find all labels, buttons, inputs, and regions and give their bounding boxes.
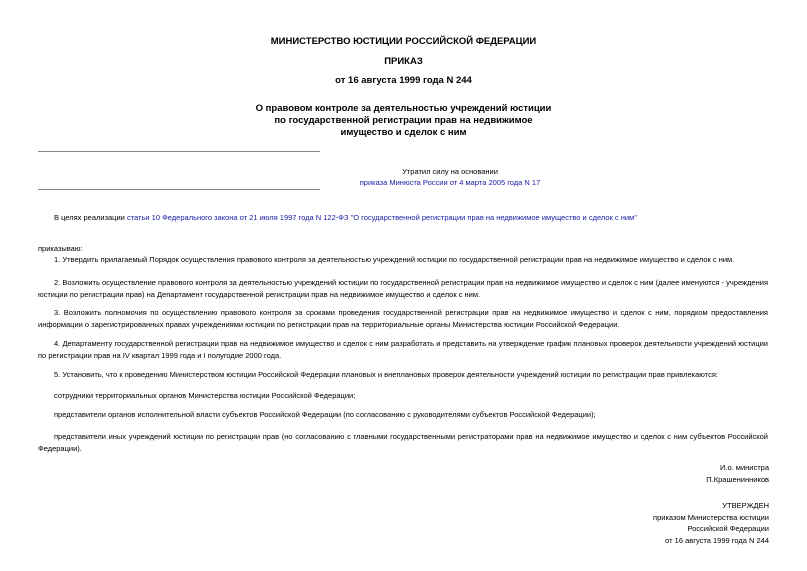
status-note (330, 166, 570, 188)
participant-item: сотрудники территориальных органов Министерства юстиции Российской Федерации; (54, 391, 356, 400)
status-note-text: Утратил силу на основании (402, 167, 498, 176)
participant-item: представители иных учреждений юстиции по регистрации прав (но согласованию с главными государственными регистраторами прав на недвижимое имущество и сделок с ним субъектов Российской Федерации). (38, 432, 768, 453)
title-line: О правовом контроле за деятельностью учреждений юстиции (255, 103, 552, 114)
doc-type-heading: ПРИКАЗ (384, 56, 423, 67)
document-title (0, 103, 807, 139)
bottom-divider (38, 189, 320, 190)
title-line: по государственной регистрации прав на недвижимое (274, 115, 533, 126)
signature-role: И.о. министра (719, 463, 769, 472)
top-divider (38, 151, 320, 152)
approval-block (653, 500, 769, 546)
order-item-3: 3. Возложить полномочия по осуществлению правового контроля за сроками проведения государственной регистрации прав на недвижимое имущество и сделок с ним, порядком предоставления информации о зарегистрированных правах учреждениями юстиции по регистрации прав на территориальные органы Министерства юстиции Российской Федерации. (38, 308, 768, 329)
order-word: приказываю: (38, 244, 83, 253)
preamble (38, 212, 768, 224)
ministry-heading: МИНИСТЕРСТВО ЮСТИЦИИ РОССИЙСКОЙ ФЕДЕРАЦИИ (270, 36, 537, 47)
approval-line: УТВЕРЖДЕН (722, 501, 769, 510)
order-item-5: 5. Установить, что к проведению Министерством юстиции Российской Федерации плановых и внеплановых проверок деятельности учреждений юстиции по регистрации прав привлекаются: (54, 370, 718, 379)
federal-law-link[interactable]: статьи 10 Федерального закона от 21 июля 1997 года N 122-ФЗ "О государственной регистрации прав на недвижимое имущество и сделок с ним" (126, 213, 637, 222)
signature-name: П.Крашенинников (706, 474, 769, 484)
approval-line: приказом Министерства юстиции (653, 512, 769, 522)
preamble-text: В целях реализации (54, 213, 127, 222)
participant-item: представители органов исполнительной власти субъектов Российской Федерации (по согласованию с руководителями субъектов Российской Федерации); (54, 410, 596, 419)
repeal-order-link[interactable]: приказа Минюста России от 4 марта 2005 года N 17 (359, 178, 541, 187)
order-item-1: 1. Утвердить прилагаемый Порядок осуществления правового контроля за деятельностью учреждений юстиции по государственной регистрации прав на недвижимое имущество и сделок с ним. (54, 255, 735, 264)
signature-block (706, 462, 769, 485)
title-line: имущество и сделок с ним (340, 127, 467, 138)
approval-line: Российской Федерации (687, 524, 769, 533)
order-item-2: 2. Возложить осуществление правового контроля за деятельностью учреждений юстиции по государственной регистрации прав на недвижимое имущество и сделок с ним (далее именуются - учреждения юстиции по регистрации прав) на Департамент государственной регистрации прав на недвижимое имущество и сделок с ним. (38, 278, 768, 299)
date-number-heading: от 16 августа 1999 года N 244 (335, 75, 472, 86)
order-item-4: 4. Департаменту государственной регистрации прав на недвижимое имущество и сделок с ним разработать и представить на утверждение график плановых проверок деятельности учреждений юстиции по регистрации прав на IV квартал 1999 года и I полугодие 2000 года. (38, 339, 768, 360)
approval-line: от 16 августа 1999 года N 244 (665, 535, 769, 545)
